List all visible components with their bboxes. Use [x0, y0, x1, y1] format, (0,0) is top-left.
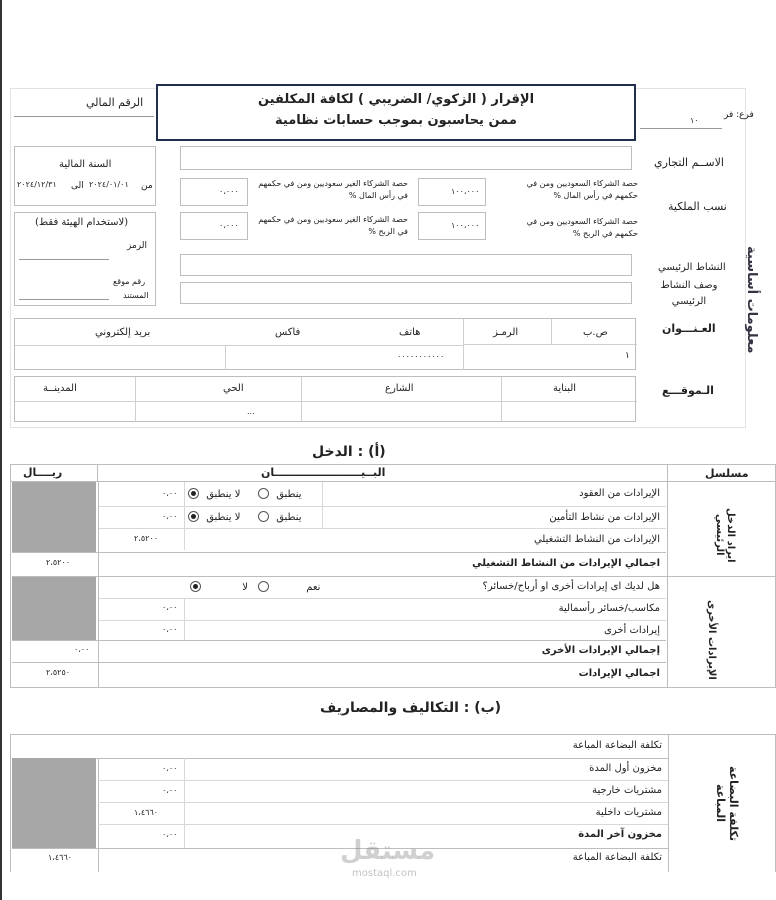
fiscal-from-label: من — [141, 181, 153, 191]
costs-header-row: تكلفة البضاعة المباعة — [572, 740, 662, 751]
income-row-line-7 — [12, 640, 666, 641]
branch-value: ١٠ — [690, 116, 699, 125]
row-contracts-value: ٠،٠٠ — [162, 489, 178, 498]
costs-col-divider-values — [98, 758, 99, 872]
location-head-street: الشارع — [385, 383, 414, 394]
other-income-yes[interactable] — [258, 581, 320, 593]
costs-row-closing-stock-value: ٠،٠٠ — [162, 830, 178, 839]
gray-block-costs — [12, 758, 96, 848]
row-contracts-not-applies[interactable] — [188, 488, 240, 500]
other-income-question: هل لديك اى إيرادات أخرى او أرباح/خسائر؟ — [482, 581, 660, 592]
address-label: العـنـــوان — [662, 322, 716, 335]
row-insurance-not-applies-label: لا ينطبق — [206, 511, 241, 523]
income-col-divider-riyal — [97, 465, 98, 481]
activity-desc-label: وصف النشاط الرئيسي — [660, 280, 718, 307]
trade-name-label: الاســم التجاري — [654, 156, 724, 169]
costs-row-external-label: مشتريات خارجية — [592, 785, 662, 796]
location-table — [14, 376, 636, 422]
costs-row-internal-label: مشتريات داخلية — [595, 807, 662, 818]
other-income-value: ٠،٠٠ — [162, 625, 178, 634]
row-insurance-value: ٠،٠٠ — [162, 512, 178, 521]
title-box — [156, 84, 636, 141]
costs-row-cogs-label: تكلفة البضاعة المباعة — [572, 852, 662, 863]
gray-block-main — [12, 482, 96, 552]
income-row-line-4 — [12, 576, 666, 577]
row-insurance-not-applies-radio[interactable] — [188, 511, 199, 522]
row-contracts-label: الإيرادات من العقود — [579, 488, 660, 499]
income-col-statement: البــيـــــــــــــــــــــــان — [261, 466, 386, 479]
costs-row-line-3 — [98, 824, 668, 825]
address-row-divider — [15, 345, 463, 346]
total-income-value: ٢،٥٢٥٠ — [46, 668, 71, 677]
watermark-logo: مستقل — [340, 836, 436, 866]
row-contracts-applies-radio[interactable] — [258, 488, 269, 499]
income-col-serial: مسلسل — [705, 467, 749, 480]
branch-line — [640, 128, 722, 129]
gray-block-other — [12, 576, 96, 640]
nonsaudi-capital-label: حصة الشركاء الغير سعوديين ومن في حكمهم في رأس المال % — [258, 179, 408, 200]
address-head-pobox: ص.ب — [583, 327, 608, 338]
income-col-divider-radio — [322, 482, 323, 528]
income-header-divider — [11, 481, 776, 482]
total-other-value: ٠،٠٠ — [74, 645, 90, 654]
address-phone-value: ٠٠٠٠٠٠٠٠٠٠٠ — [397, 352, 445, 361]
costs-col-divider-amount — [184, 758, 185, 848]
authority-doc-line — [19, 299, 109, 300]
other-income-group-label: الإيرادات الأخرى — [706, 600, 717, 680]
costs-row-external-value: ٠،٠٠ — [162, 786, 178, 795]
activity-desc-field[interactable] — [180, 282, 632, 304]
address-table — [14, 318, 636, 370]
row-contracts-not-applies-radio[interactable] — [188, 488, 199, 499]
row-insurance-applies[interactable] — [258, 511, 302, 523]
row-operating-value: ٢،٥٢٠٠ — [134, 534, 159, 543]
total-operating-label: اجمالي الإيرادات من النشاط التشغيلي — [472, 558, 660, 569]
location-col-divider-2 — [301, 377, 302, 422]
costs-row-closing-stock-label: مخزون آخر المدة — [578, 829, 662, 840]
address-head-code: الرمـز — [493, 327, 519, 338]
costs-col-divider-serial — [668, 734, 669, 872]
fiscal-to-value: ٢٠٢٤/١٢/٣١ — [17, 180, 57, 189]
main-income-group-label: ايراد الدخل الرئيسي — [714, 507, 736, 563]
other-income-yes-label: نعم — [306, 581, 321, 593]
left-edge — [0, 0, 2, 900]
nonsaudi-profit-field[interactable] — [180, 212, 248, 240]
authority-box — [14, 212, 156, 306]
location-head-divider — [15, 401, 637, 402]
costs-row-line-1 — [98, 780, 668, 781]
costs-row-opening-stock-label: مخزون أول المدة — [589, 763, 662, 774]
income-section-title: (أ) : الدخل — [312, 444, 386, 460]
row-contracts-applies[interactable] — [258, 488, 302, 500]
fiscal-year-box — [14, 146, 156, 206]
authority-code-line — [19, 259, 109, 260]
ownership-label: نسب الملكية — [668, 200, 727, 213]
other-income-no-radio[interactable] — [190, 581, 201, 592]
nonsaudi-profit-label: حصة الشركاء الغير سعوديين ومن في حكمهم في الربح % — [258, 215, 408, 236]
fiscal-to-label: الى — [71, 181, 84, 191]
costs-group-label: تكلفة البضاعة المباعة — [714, 765, 740, 841]
costs-row-cogs-value: ١،٤٦٦٠ — [48, 853, 73, 862]
title-line-1: الإقرار ( الزكوي/ الضريبي ) لكافة المكلفين — [257, 92, 535, 107]
total-income-label: اجمالي الإيرادات — [578, 668, 660, 679]
nonsaudi-profit-value: ٠،٠٠٠ — [219, 221, 239, 230]
basic-info-title: معلومات أساسية — [744, 246, 759, 354]
total-operating-value: ٢،٥٢٠٠ — [46, 558, 71, 567]
nonsaudi-capital-value: ٠،٠٠٠ — [219, 187, 239, 196]
saudi-profit-field[interactable] — [418, 212, 486, 240]
row-operating-label: الإيرادات من النشاط التشغيلي — [533, 534, 660, 545]
saudi-profit-label: حصة الشركاء السعوديين ومن في حكمهم في الربح % — [526, 217, 638, 238]
costs-header-divider — [12, 758, 668, 759]
authority-signer-label: رقم موقع — [113, 277, 146, 286]
income-col-divider-amount — [184, 482, 185, 550]
saudi-capital-field[interactable] — [418, 178, 486, 206]
income-row-line-3 — [12, 552, 666, 553]
location-district-value: ... — [247, 407, 255, 416]
capital-gains-label: مكاسب/خسائر رأسمالية — [558, 603, 660, 614]
saudi-profit-value: ١٠٠،٠٠٠ — [451, 221, 480, 230]
fiscal-year-label: السنة المالية — [59, 159, 112, 170]
fiscal-from-value: ٢٠٢٤/٠١/٠١ — [89, 180, 129, 189]
total-other-label: إجمالي الإيرادات الأخرى — [541, 645, 660, 656]
address-head-email: بريد إلكتروني — [95, 327, 151, 338]
group-divider — [666, 576, 776, 577]
financial-number-label: الرقم المالي — [86, 96, 144, 109]
income-row-line-8 — [12, 662, 666, 663]
trade-name-field[interactable] — [180, 146, 632, 170]
address-pobox-value: ١ — [625, 351, 630, 361]
saudi-capital-label: حصة الشركاء السعوديين ومن في حكمهم في رأس المال % — [526, 179, 638, 200]
address-head-fax: فاكس — [275, 327, 301, 338]
location-label: الـموقـــع — [662, 384, 714, 397]
other-income-label: إيرادات أخرى — [604, 625, 660, 636]
watermark-url: mostaql.com — [352, 868, 417, 879]
location-head-city: المدينــة — [43, 383, 77, 394]
capital-gains-divider — [184, 598, 185, 640]
address-head-phone: هاتف — [399, 327, 421, 338]
main-activity-field[interactable] — [180, 254, 632, 276]
row-insurance-label: الإيرادات من نشاط التأمين — [549, 512, 660, 523]
branch-label: فرع: فر — [724, 110, 754, 120]
title-line-2: ممن يحاسبون بموجب حسابات نظامية — [275, 113, 517, 128]
financial-number-line — [14, 116, 154, 117]
row-insurance-applies-radio[interactable] — [258, 511, 269, 522]
address-col-divider-1 — [225, 345, 226, 370]
location-col-divider-3 — [501, 377, 502, 422]
authority-code-label: الرمز — [127, 241, 147, 251]
authority-title: (لاستخدام الهيئة فقط) — [35, 217, 129, 228]
row-insurance-applies-label: ينطبق — [276, 511, 302, 523]
location-col-divider-1 — [135, 377, 136, 422]
address-col-divider-2 — [463, 345, 464, 370]
nonsaudi-capital-field[interactable] — [180, 178, 248, 206]
row-contracts-applies-label: ينطبق — [276, 488, 302, 500]
location-head-building: البناية — [553, 383, 577, 394]
authority-doc-label: المستند — [123, 291, 149, 300]
row-insurance-not-applies[interactable] — [188, 511, 240, 523]
costs-row-opening-stock-value: ٠،٠٠ — [162, 764, 178, 773]
income-col-riyal: ريــــال — [23, 466, 63, 479]
other-income-yes-radio[interactable] — [258, 581, 269, 592]
costs-row-internal-value: ١،٤٦٦٠ — [134, 808, 159, 817]
location-head-district: الحي — [223, 383, 244, 394]
other-income-no[interactable] — [190, 581, 248, 593]
costs-row-line-2 — [98, 802, 668, 803]
saudi-capital-value: ١٠٠،٠٠٠ — [451, 187, 480, 196]
costs-section-title: (ب) : التكاليف والمصاريف — [320, 700, 502, 716]
capital-gains-value: ٠،٠٠ — [162, 603, 178, 612]
income-col-divider-values — [98, 482, 99, 688]
main-activity-label: النشاط الرئيسي — [658, 262, 726, 273]
row-contracts-not-applies-label: لا ينطبق — [206, 488, 241, 500]
other-income-no-label: لا — [242, 581, 248, 593]
